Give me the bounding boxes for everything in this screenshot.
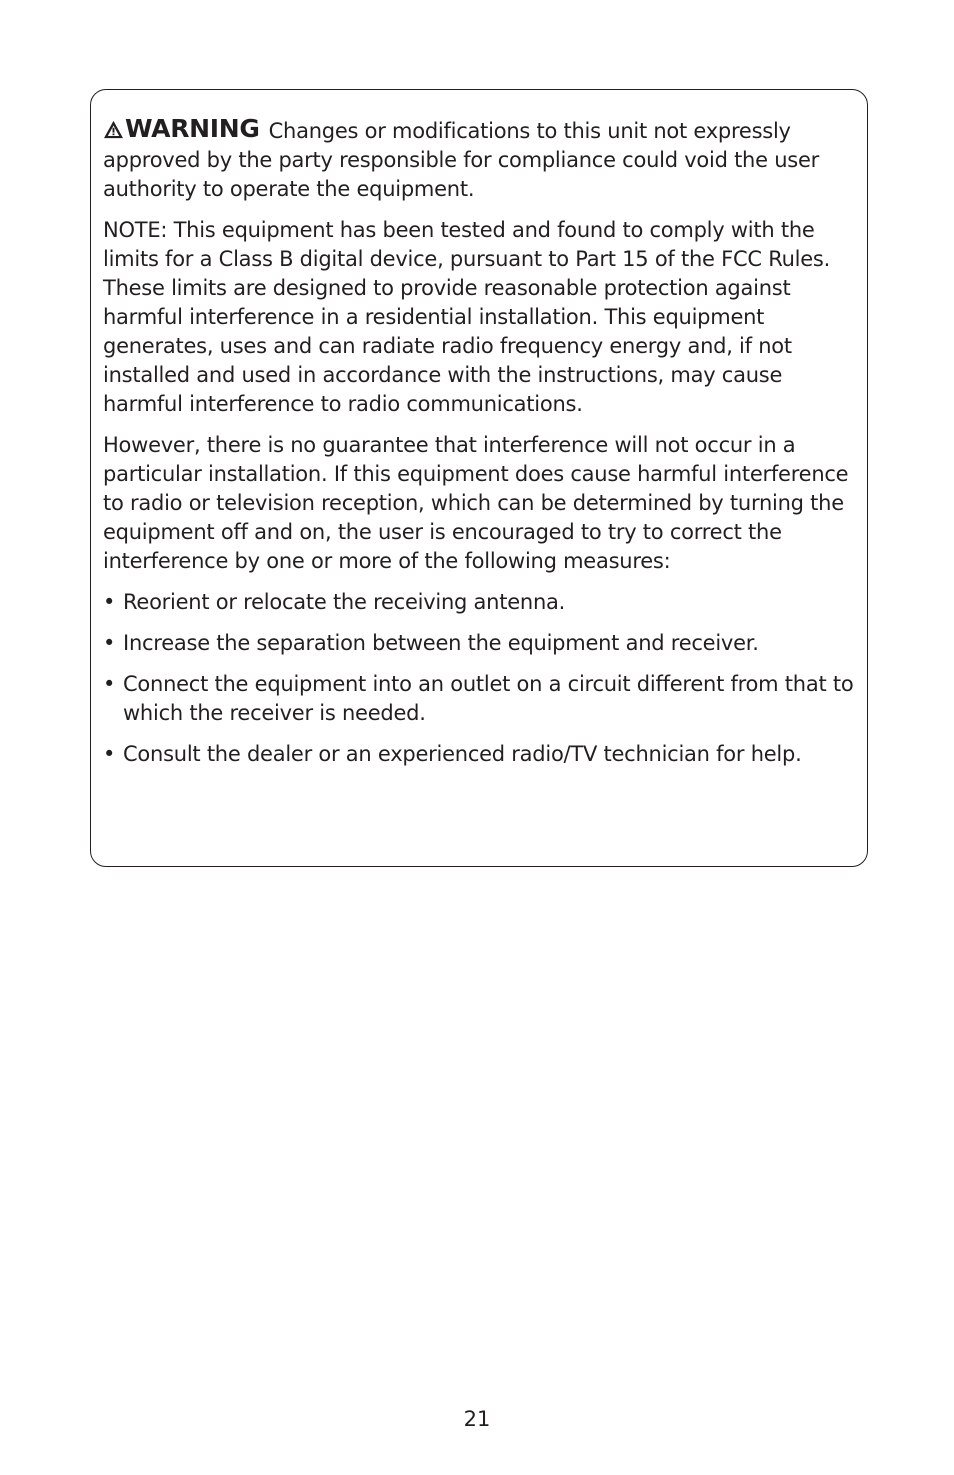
- list-item: [103, 740, 855, 769]
- measures-list: [103, 588, 855, 769]
- list-item-text: Reorient or relocate the receiving antenna.: [123, 590, 566, 614]
- list-item-text: Connect the equipment into an outlet on a circuit different from that to which the receiver is needed.: [123, 672, 854, 725]
- bullet-dot-icon: •: [103, 742, 116, 766]
- warning-triangle-icon: [103, 120, 124, 139]
- bullet-dot-icon: •: [103, 631, 116, 655]
- list-item: [103, 629, 855, 658]
- bullet-dot-icon: •: [103, 590, 116, 614]
- list-item: [103, 670, 855, 728]
- warning-heading: [103, 114, 269, 143]
- list-item: [103, 588, 855, 617]
- note-paragraph: NOTE: This equipment has been tested and found to comply with the limits for a Class B digital device, pursuant to Part 15 of the FCC Rules. These limits are designed to provide reasonable protection against harmful interference in a residential installation. This equipment generates, uses and can radiate radio frequency energy and, if not installed and used in accordance with the instructions, may cause harmful interference to radio communications.: [103, 218, 831, 416]
- list-item-text: Increase the separation between the equipment and receiver.: [123, 631, 759, 655]
- list-item-text: Consult the dealer or an experienced radio/TV technician for help.: [123, 742, 802, 766]
- warning-paragraph: [103, 114, 855, 204]
- page-number: 21: [463, 1407, 491, 1431]
- warning-text: Changes or modifications to this unit not expressly approved by the party responsible for compliance could void the user authority to operate the equipment.: [103, 119, 820, 201]
- fcc-notice-box: [90, 89, 868, 867]
- warning-label: WARNING: [125, 114, 260, 143]
- guarantee-paragraph: However, there is no guarantee that interference will not occur in a particular installation. If this equipment does cause harmful interference to radio or television reception, which can be determined by turning the equipment off and on, the user is encouraged to try to correct the interference by one or more of the following measures:: [103, 433, 849, 573]
- bullet-dot-icon: •: [103, 672, 116, 696]
